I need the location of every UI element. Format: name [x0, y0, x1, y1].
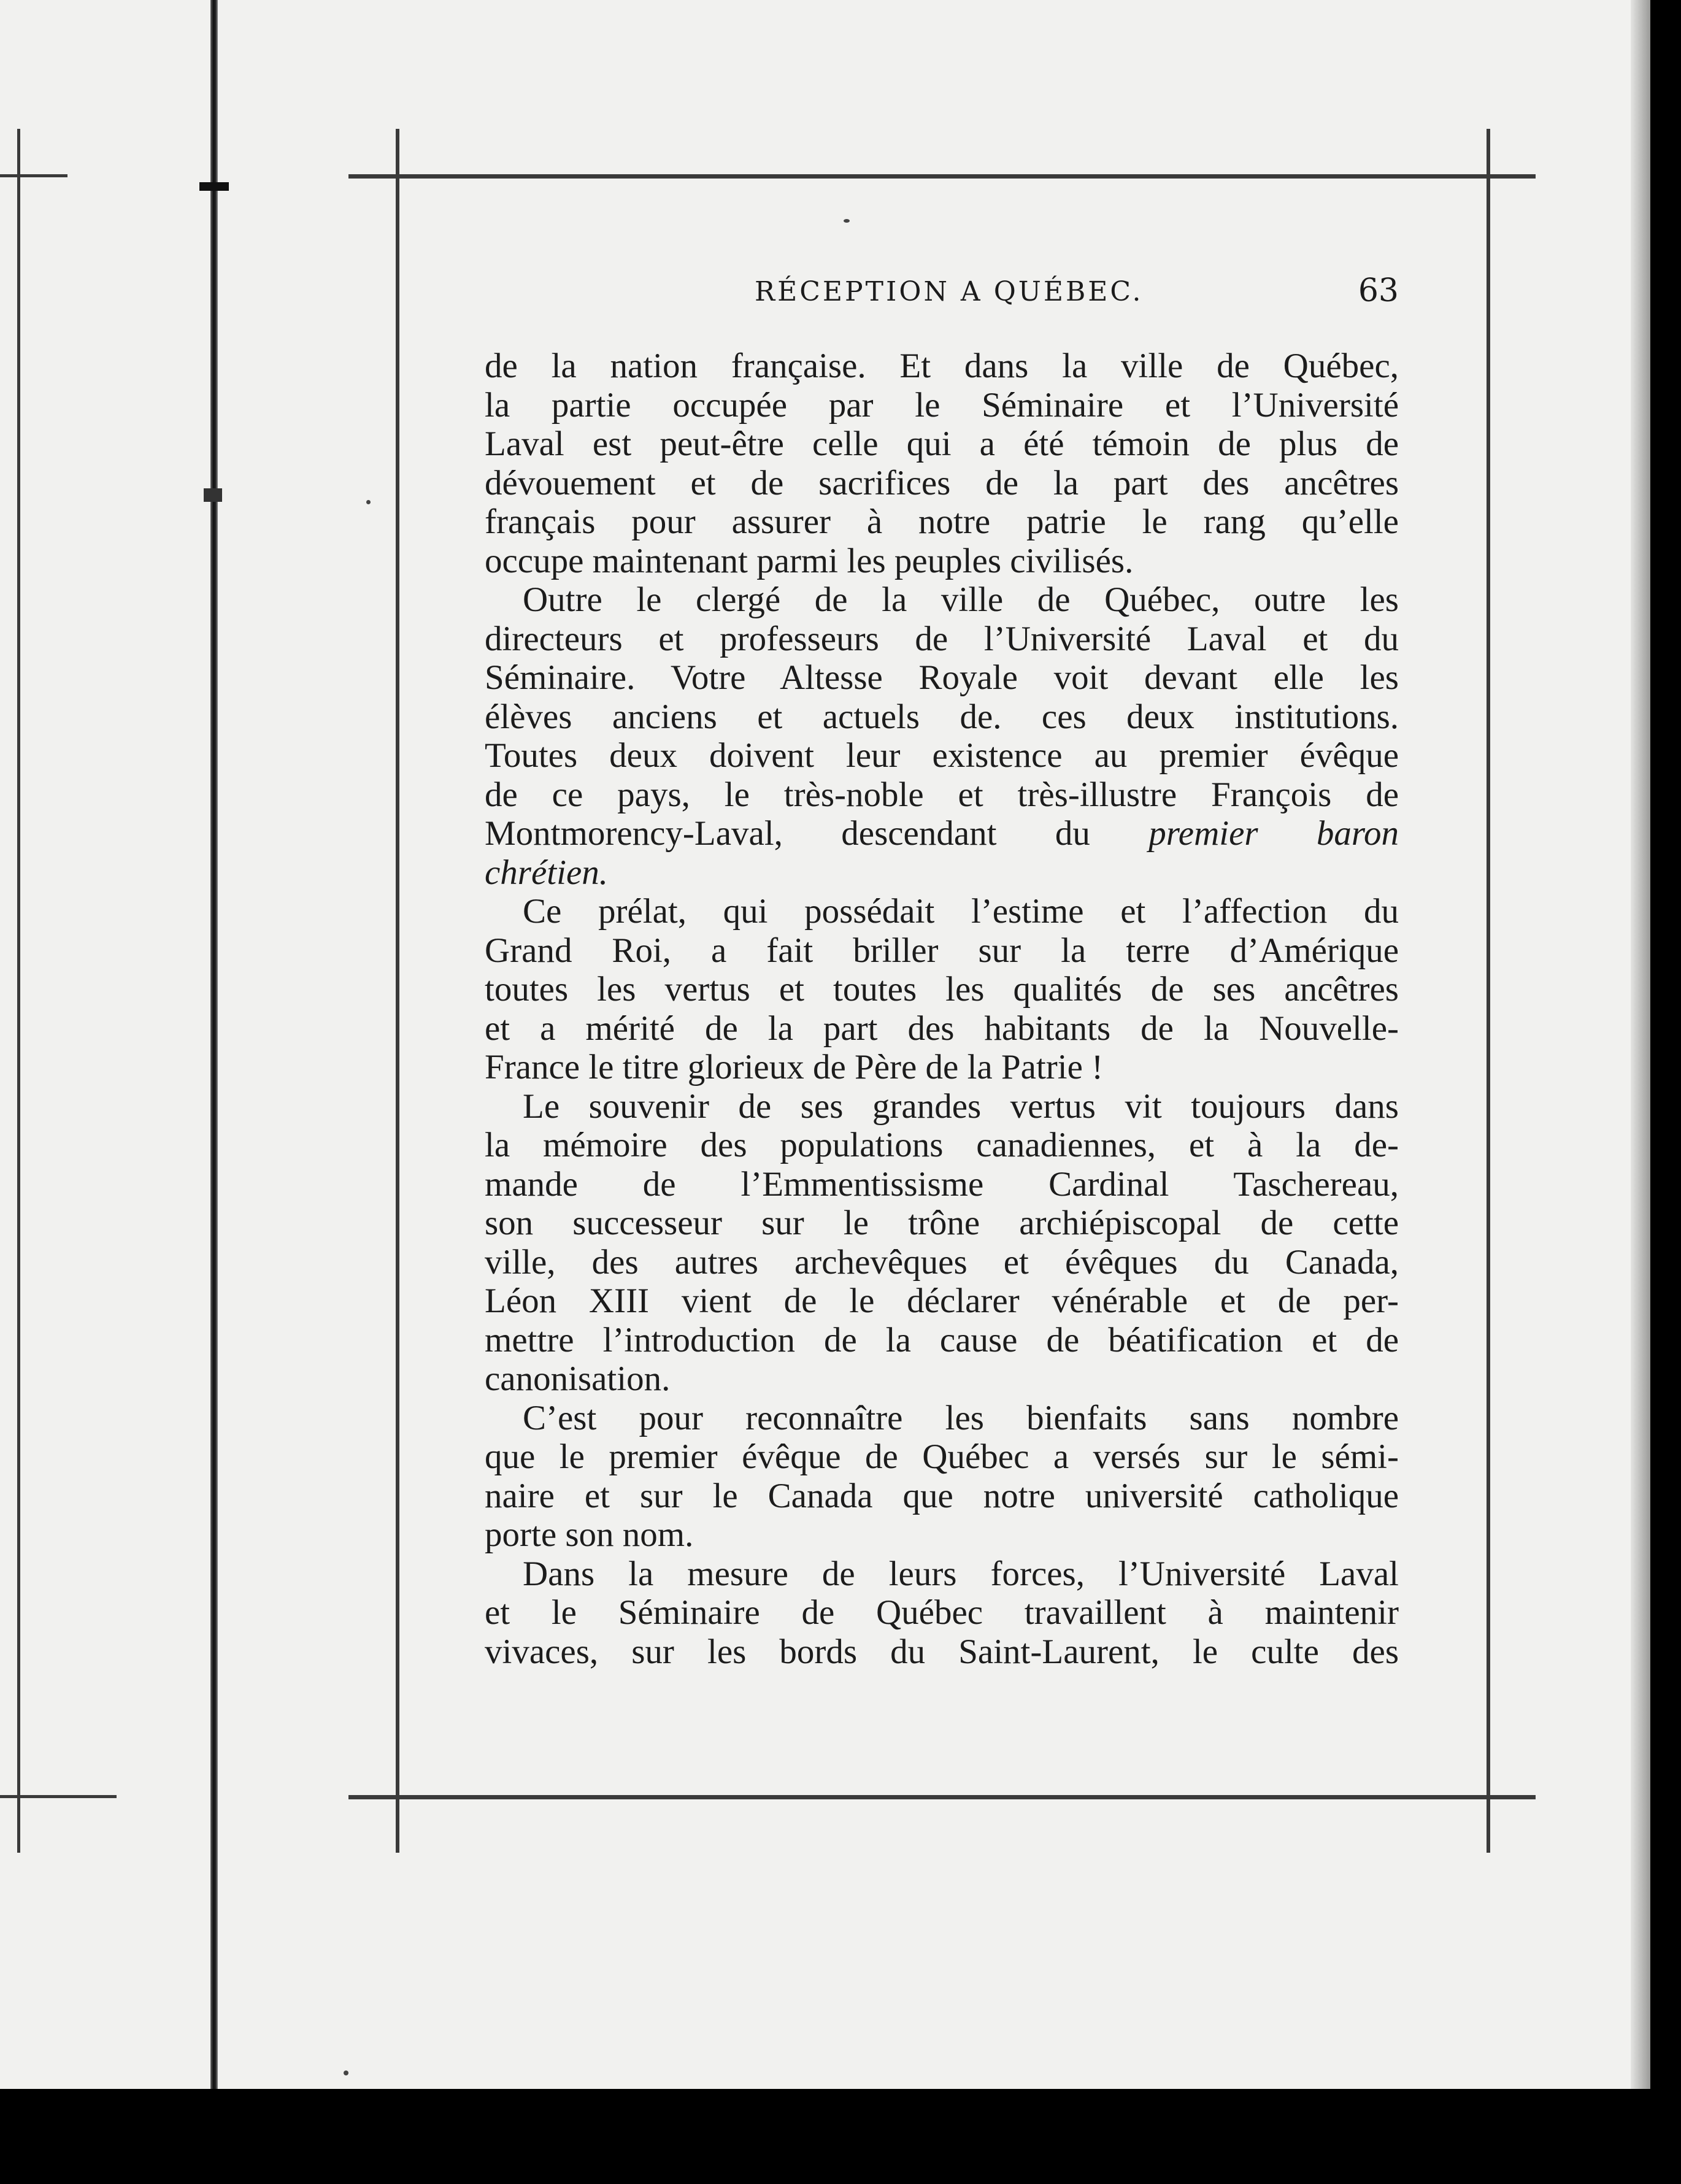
text-line: Grand Roi, a fait briller sur la terre d’Amérique [485, 931, 1399, 970]
body-text [485, 347, 1399, 1671]
text-line: dévouement et de sacrifices de la part des ancêtres [485, 463, 1399, 502]
text-line: Léon XIII vient de le déclarer vénérable et de per- [485, 1282, 1399, 1320]
page-frame-right-rule [1487, 129, 1490, 1853]
text-line: Séminaire. Votre Altesse Royale voit devant elle les [485, 658, 1399, 697]
ink-speck [366, 500, 371, 504]
text-line: C’est pour reconnaître les bienfaits sans nombre [523, 1398, 1399, 1437]
page-edge-shadow [1631, 0, 1650, 2089]
text-line: naire et sur le Canada que notre université catholique [485, 1476, 1399, 1515]
text-line: Outre le clergé de la ville de Québec, outre les [523, 580, 1399, 619]
text-line: occupe maintenant parmi les peuples civilisés. [485, 541, 1134, 580]
text-line [485, 814, 1399, 853]
text-line: élèves anciens et actuels de. ces deux institutions. [485, 697, 1399, 736]
facing-page-frame-side [17, 129, 20, 1853]
text-line: vivaces, sur les bords du Saint-Laurent, le culte des [485, 1632, 1399, 1671]
text-line: mande de l’Emmentissisme Cardinal Taschereau, [485, 1164, 1399, 1204]
text-line: porte son nom. [485, 1515, 694, 1554]
text-line: Laval est peut-être celle qui a été témoin de plus de [485, 425, 1399, 463]
text-line: ville, des autres archevêques et évêques du Canada, [485, 1242, 1399, 1282]
text-line: Ce prélat, qui possédait l’estime et l’affection du [523, 892, 1399, 931]
text-line: et le Séminaire de Québec travaillent à maintenir [485, 1593, 1399, 1632]
page-number: 63 [1358, 272, 1399, 309]
running-head [485, 272, 1399, 312]
text-line: Toutes deux doivent leur existence au premier évêque [485, 736, 1399, 775]
page-frame-left-rule [396, 129, 399, 1853]
text-line: la mémoire des populations canadiennes, et à la de- [485, 1126, 1399, 1164]
text-line: la partie occupée par le Séminaire et l’Université [485, 385, 1399, 425]
page-frame-top-rule [348, 174, 1536, 179]
text-segment: Montmorency-Laval, descendant du [485, 814, 1090, 853]
text-line: directeurs et professeurs de l’Université Laval et du [485, 619, 1399, 658]
text-line: chrétien. [485, 853, 609, 892]
running-head-title: RÉCEPTION A QUÉBEC. [755, 276, 1144, 307]
gutter-mark [204, 488, 222, 502]
page-frame-bottom-rule [348, 1795, 1536, 1799]
text-line: Dans la mesure de leurs forces, l’Université Laval [523, 1554, 1399, 1593]
italic-phrase: premier baron [1148, 814, 1399, 853]
text-line: français pour assurer à notre patrie le rang qu’elle [485, 502, 1399, 541]
book-gutter [210, 0, 218, 2089]
text-line: Le souvenir de ses grandes vertus vit toujours dans [523, 1086, 1399, 1126]
facing-page-frame-bottom [0, 1795, 117, 1798]
text-line: de ce pays, le très-noble et très-illustre François de [485, 775, 1399, 814]
text-line: de la nation française. Et dans la ville de Québec, [485, 347, 1399, 385]
text-line: toutes les vertus et toutes les qualités de ses ancêtres [485, 970, 1399, 1009]
gutter-mark [199, 182, 229, 191]
text-line: que le premier évêque de Québec a versés sur le sémi- [485, 1437, 1399, 1476]
facing-page-frame-top [0, 174, 67, 177]
ink-speck [844, 219, 850, 223]
text-line: canonisation. [485, 1359, 671, 1398]
text-line: et a mérité de la part des habitants de la Nouvelle- [485, 1009, 1399, 1048]
ink-speck [344, 2071, 348, 2075]
text-line: France le titre glorieux de Père de la Patrie ! [485, 1048, 1104, 1086]
text-line: mettre l’introduction de la cause de béatification et de [485, 1320, 1399, 1359]
text-line: son successeur sur le trône archiépiscopal de cette [485, 1204, 1399, 1242]
